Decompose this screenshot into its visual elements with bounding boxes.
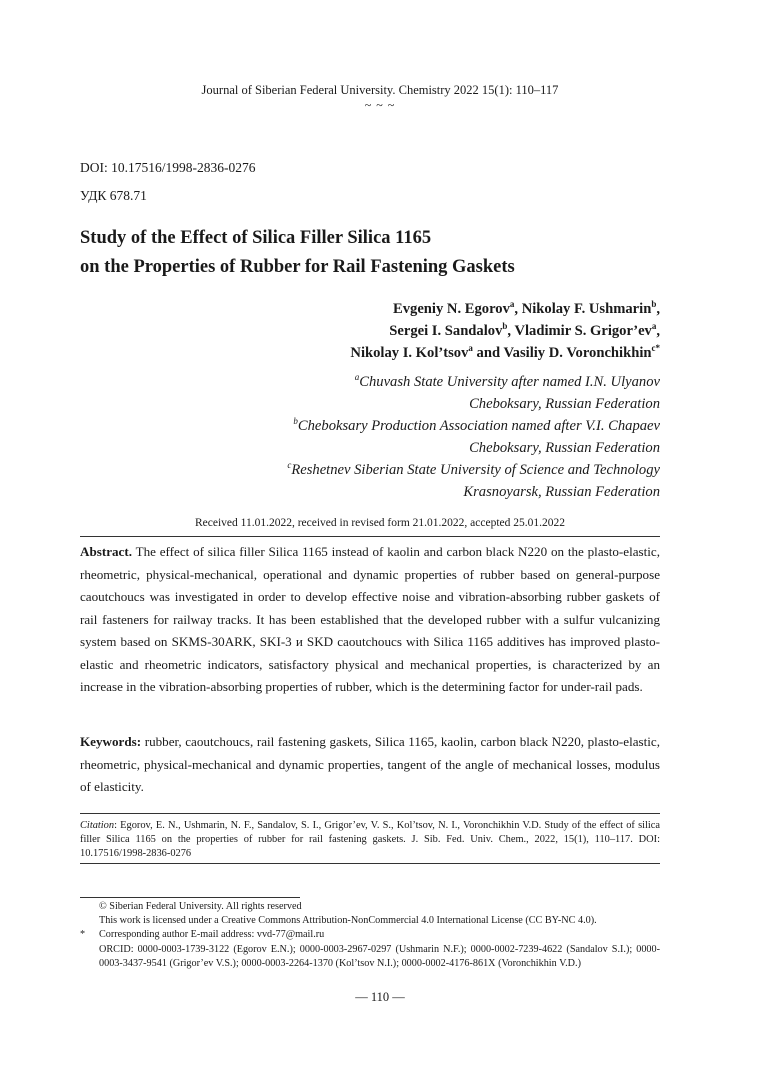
author-affil-mark: c* — [651, 343, 660, 354]
doi: DOI: 10.17516/1998-2836-0276 — [80, 160, 256, 175]
author-name: Sergei I. Sandalov — [389, 323, 503, 339]
corresponding-note: * Corresponding author E-mail address: vvd-77@mail.ru — [80, 928, 660, 942]
asterisk-mark: * — [80, 929, 86, 941]
author-list — [350, 298, 660, 364]
article-title — [80, 224, 515, 282]
author-affil-mark: a — [509, 299, 515, 310]
affiliation-city: Cheboksary, Russian Federation — [469, 440, 660, 456]
title-line-2: on the Properties of Rubber for Rail Fastening Gaskets — [80, 257, 515, 277]
affiliation-city: Cheboksary, Russian Federation — [469, 396, 660, 412]
citation — [80, 819, 660, 861]
affiliation-name: $^c$Reshetnev Siberian State University of Science and Technology — [287, 460, 660, 478]
citation-top-rule — [80, 813, 660, 814]
author-line-3: Nikolay I. Kol’tsov$^a$ and Vasiliy D. Voronchikhin$^{c*}$ — [350, 343, 660, 361]
author-affil-mark: b — [651, 299, 657, 310]
udk-code: УДК 678.71 — [80, 188, 147, 203]
copyright-note: © Siberian Federal University. All rights reserved — [99, 901, 302, 912]
author-name: Vladimir S. Grigor’ev — [514, 323, 652, 339]
affiliation-name: $^a$Chuvash State University after named I.N. Ulyanov — [354, 372, 660, 390]
abstract-top-rule — [80, 536, 660, 537]
author-affil-mark: b — [502, 321, 508, 332]
orcid-note: ORCID: 0000-0003-1739-3122 (Egorov E.N.); 0000-0003-2967-0297 (Ushmarin N.F.); 0000-0002-7239-4622 (Sandalov S.I.); 0000-0003-3437-9541 (Grigor’ev V.S.); 0000-0003-2264-1370 (Kol’tsov N.I.); 0000-0002-4176-861X (Voronchikhin V.D.) — [99, 943, 660, 969]
author-line-2: Sergei I. Sandalov$^b$, Vladimir S. $Grigor’ev^a$, — [389, 321, 660, 339]
author-line-1: Evgeniy N. Egorov$^a$, Nikolay F. Ushmarin$^b$, — [393, 299, 660, 317]
author-name: Nikolay F. Ushmarin — [521, 301, 652, 317]
citation-bottom-rule — [80, 863, 660, 864]
keywords-text: rubber, caoutchoucs, rail fastening gaskets, Silica 1165, kaolin, carbon black N220, plasto-elastic, rheometric, physical-mechanical and dynamic properties, tangent of the angle of mechanical losses, modulus of elasticity. — [80, 734, 660, 794]
footnotes — [80, 900, 660, 971]
journal-header: Journal of Siberian Federal University. Chemistry 2022 15(1): 110–117 — [201, 83, 559, 97]
affiliation-list — [287, 371, 660, 503]
title-line-1: Study of the Effect of Silica Filler Silica 1165 — [80, 228, 432, 248]
citation-text: : Egorov, E. N., Ushmarin, N. F., Sandalov, S. I., Grigor’ev, V. S., Kol’tsov, N. I., Voronchikhin V.D. Study of the effect of silica filler Silica 1165 on the properties of rubber for rail fastening gaskets. J. Sib. Fed. Univ. Chem., 2022, 15(1), 110–117. DOI: 10.17516/1998-2836-0276 — [80, 820, 660, 859]
author-name: Nikolay I. Kol’tsov — [350, 345, 469, 361]
header-separator: ~ ~ ~ — [364, 98, 396, 112]
page-number: — 110 — — [355, 990, 405, 1004]
abstract-label: Abstract. — [80, 544, 132, 559]
footnote-rule — [80, 897, 300, 898]
citation-label: Citation — [80, 820, 115, 831]
abstract — [80, 541, 660, 699]
author-affil-mark: a — [651, 321, 657, 332]
received-dates: Received 11.01.2022, received in revised form 21.01.2022, accepted 25.01.2022 — [194, 517, 566, 529]
keywords — [80, 731, 660, 799]
keywords-label: Keywords: — [80, 734, 142, 749]
affiliation-city: Krasnoyarsk, Russian Federation — [463, 484, 660, 500]
author-affil-mark: a — [468, 343, 473, 354]
author-name: Vasiliy D. Voronchikhin — [503, 345, 652, 361]
author-name: Evgeniy N. Egorov — [393, 301, 510, 317]
abstract-text: The effect of silica filler Silica 1165 instead of kaolin and carbon black N220 on the plasto-elastic, rheometric, physical-mechanical, operational and dynamic properties of rubber based on general-purpose caoutchoucs was investigated in order to develop effective noise and vibration-absorbing rubber gaskets of rail fasteners for railway tracks. It has been established that the developed rubber with a sulfur vulcanizing system based on SKMS-30ARK, SKI-3 и SKD caoutchoucs with Silica 1165 additives has improved plasto-elastic and rheometric indicators, satisfactory physical and mechanical properties, is characterized by an increase in the vibration-absorbing properties of rubber, which is the determining factor for under-rail pads. — [80, 544, 660, 694]
affiliation-name: $^b$Cheboksary Production Association named after V.I. Chapaev — [293, 416, 660, 434]
license-note: This work is licensed under a Creative Commons Attribution-NonCommercial 4.0 International License (CC BY-NC 4.0). — [99, 915, 597, 927]
